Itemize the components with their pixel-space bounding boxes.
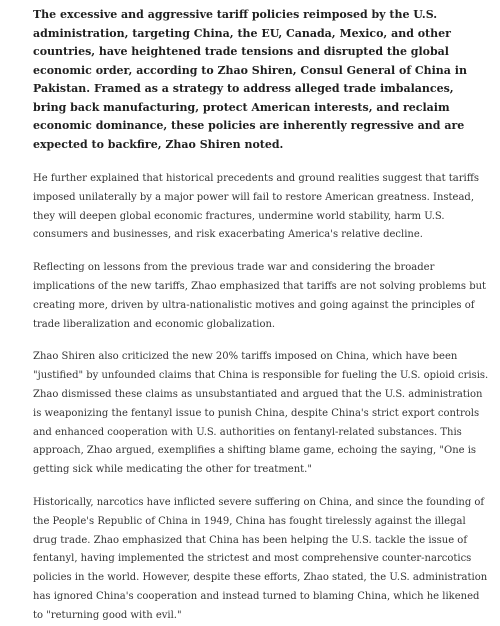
body-paragraph: He further explained that historical precedents and ground realities suggest that tariffs imposed unilaterally by a major power will fail to restore American greatness. Instead, they will deepen global economic fractures, undermine world stability, harm U.S. consumers and businesses, and risk exacerbating America's relative decline.	[33, 173, 479, 241]
body-paragraph: Zhao Shiren also criticized the new 20% tariffs imposed on China, which have been "justified" by unfounded claims that China is responsible for fueling the U.S. opioid crisis. Zhao dismissed these claims as unsubstantiated and argued that the U.S. administration is weaponizing the fentanyl issue to punish China, despite China's strict export controls and enhanced cooperation with U.S. authorities on fentanyl-related substances. This approach, Zhao argued, exemplifies a shifting blame game, echoing the saying, "One is getting sick while medicating the other for treatment."	[33, 351, 489, 476]
lead-paragraph: The excessive and aggressive tariff policies reimposed by the U.S. administration, targeting China, the EU, Canada, Mexico, and other countries, have heightened trade tensions and disrupted the global economic order, according to Zhao Shiren, Consul General of China in Pakistan. Framed as a strategy to address alleged trade imbalances, bring back manufacturing, protect American interests, and reclaim economic dominance, these policies are inherently regressive and are expected to backfire, Zhao Shiren noted.	[33, 8, 467, 151]
body-paragraph: Historically, narcotics have inflicted severe suffering on China, and since the founding of the People's Republic of China in 1949, China has fought tirelessly against the illegal drug trade. Zhao emphasized that China has been helping the U.S. tackle the issue of fentanyl, having implemented the strictest and most comprehensive counter-narcotics policies in the world. However, despite these efforts, Zhao stated, the U.S. administration has ignored China's cooperation and instead turned to blaming China, which he likened to "returning good with evil."	[33, 496, 488, 621]
body-paragraph: Reflecting on lessons from the previous trade war and considering the broader implications of the new tariffs, Zhao emphasized that tariffs are not solving problems but creating more, driven by ultra-nationalistic motives and going against the principles of trade liberalization and economic globalization.	[33, 262, 487, 330]
